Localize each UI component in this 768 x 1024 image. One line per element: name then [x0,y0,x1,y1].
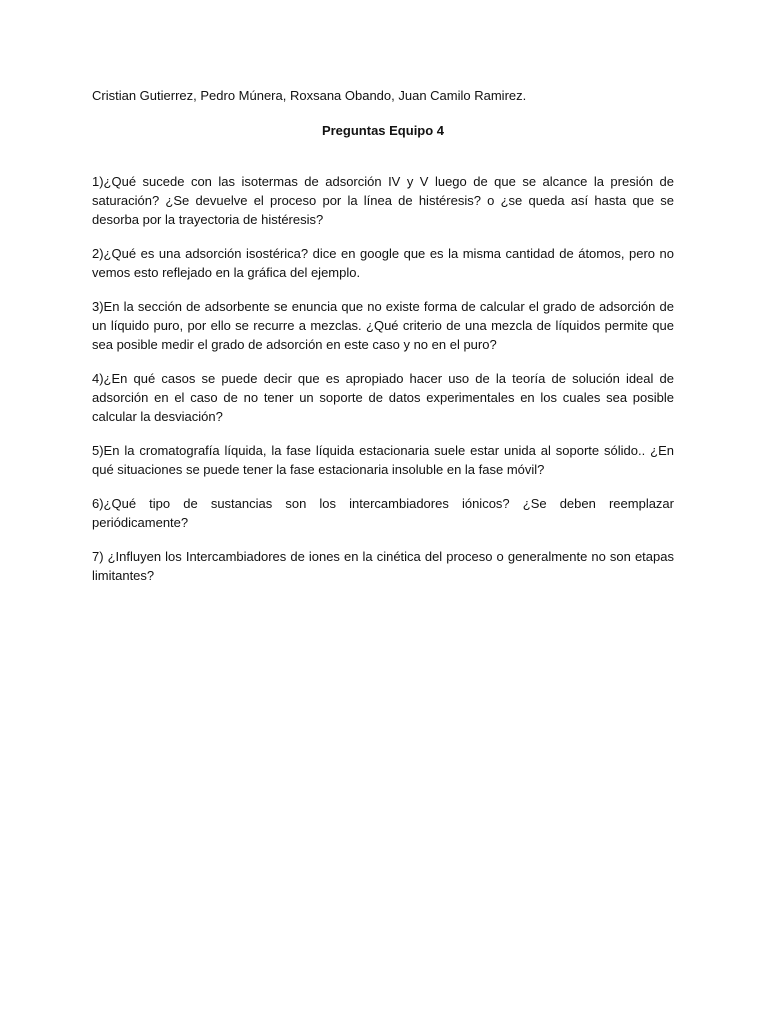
question-2: 2)¿Qué es una adsorción isostérica? dice en google que es la misma cantidad de átomos, pero no vemos esto reflejado en la gráfica del ejemplo. [92,246,674,280]
question-6: 6)¿Qué tipo de sustancias son los intercambiadores iónicos? ¿Se deben reemplazar periódicamente? [92,496,674,530]
question-4: 4)¿En qué casos se puede decir que es apropiado hacer uso de la teoría de solución ideal de adsorción en el caso de no tener un soporte de datos experimentales en los cuales sea posible calcular la desviación? [92,371,674,424]
authors-line: Cristian Gutierrez, Pedro Múnera, Roxsana Obando, Juan Camilo Ramirez. [92,88,527,103]
questions-list [92,172,674,585]
document-page [92,86,674,600]
question-3: 3)En la sección de adsorbente se enuncia que no existe forma de calcular el grado de adsorción de un líquido puro, por ello se recurre a mezclas. ¿Qué criterio de una mezcla de líquidos permite que sea posible medir el grado de adsorción en este caso y no en el puro? [92,299,674,352]
question-1: 1)¿Qué sucede con las isotermas de adsorción IV y V luego de que se alcance la presión de saturación? ¿Se devuelve el proceso por la línea de histéresis? o ¿se queda así hasta que se desorba por la trayectoria de histéresis? [92,174,674,227]
question-7: 7) ¿Influyen los Intercambiadores de iones en la cinética del proceso o generalmente no son etapas limitantes? [92,549,674,583]
question-5: 5)En la cromatografía líquida, la fase líquida estacionaria suele estar unida al soporte sólido.. ¿En qué situaciones se puede tener la fase estacionaria insoluble en la fase móvil? [92,443,674,477]
document-title: Preguntas Equipo 4 [321,123,445,138]
